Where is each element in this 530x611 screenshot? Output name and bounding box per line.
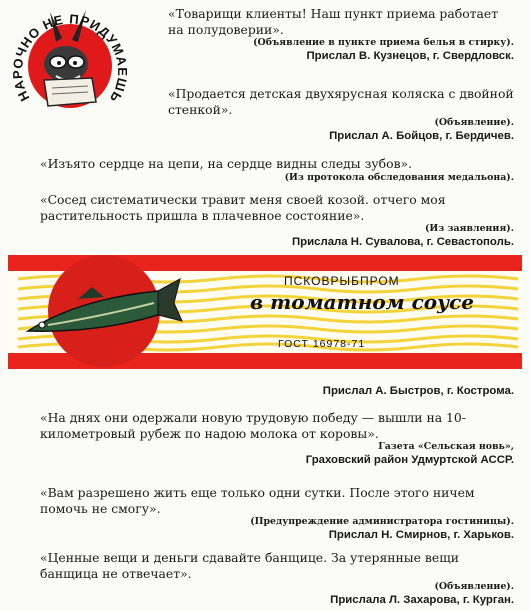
quote-text: «Ценные вещи и деньги сдавайте банщице. За утерянные вещи банщица не отвечает». — [40, 550, 460, 581]
quote-text: «Продается детская двухярусная коляска с двойной стенкой». — [168, 86, 514, 117]
source-note: (Предупреждение администратора гостиницы). — [250, 516, 514, 527]
quote-text: «Сосед систематически травит меня своей козой. отчего моя растительность пришла в плачевное состояние». — [40, 192, 446, 223]
item-5 — [168, 384, 514, 398]
item-4 — [40, 192, 514, 249]
source-note: (Из заявления). — [424, 223, 514, 234]
item-8 — [40, 550, 514, 607]
quote-text: «На днях они одержали новую трудовую победу — вышли на 10-километровый рубеж по надою молока от коровы». — [40, 410, 466, 441]
item-6 — [40, 410, 514, 467]
can-script-title: в томатном соусе — [250, 290, 475, 314]
quote-text: «Изъято сердце на цепи, на сердце видны следы зубов». — [40, 156, 413, 171]
signature: Прислал Н. Смирнов, г. Харьков. — [328, 529, 514, 541]
signature: Прислала Н. Сувалова, г. Севастополь. — [291, 236, 514, 248]
signature: Прислал В. Кузнецов, г. Свердловск. — [306, 50, 514, 62]
signature: Прислал А. Бойцов, г. Бердичев. — [329, 130, 514, 142]
signature: Прислала Л. Захарова, г. Курган. — [330, 594, 514, 606]
source-note: Газета «Сельская новь», — [378, 441, 514, 452]
quote-text: «Товарищи клиенты! Наш пункт приема работает на полудоверии». — [168, 6, 499, 37]
item-3 — [40, 156, 514, 184]
source-note: (Из протокола обследования медальона). — [284, 171, 514, 183]
can-standard: ГОСТ 16978-71 — [278, 338, 366, 350]
logo-hare-icon — [6, 2, 134, 130]
item-7 — [40, 485, 514, 542]
item-2 — [168, 86, 514, 143]
logo-text: НАРОЧНО НЕ ПРИДУМАЕШЬ — [9, 11, 131, 106]
signature: Граховский район Удмуртской АССР. — [305, 454, 514, 466]
item-1 — [168, 6, 514, 63]
source-note: (Объявление). — [434, 117, 514, 128]
source-note: (Объявление). — [434, 581, 514, 592]
signature: Прислал А. Быстров, г. Кострома. — [322, 385, 514, 397]
source-note: (Объявление в пункте приема белья в стирку). — [253, 37, 514, 48]
quote-text: «Вам разрешено жить еще только одни сутки. После этого ничем помочь не смогу». — [40, 485, 475, 516]
can-brand: ПСКОВРЫБПРОМ — [284, 274, 400, 288]
